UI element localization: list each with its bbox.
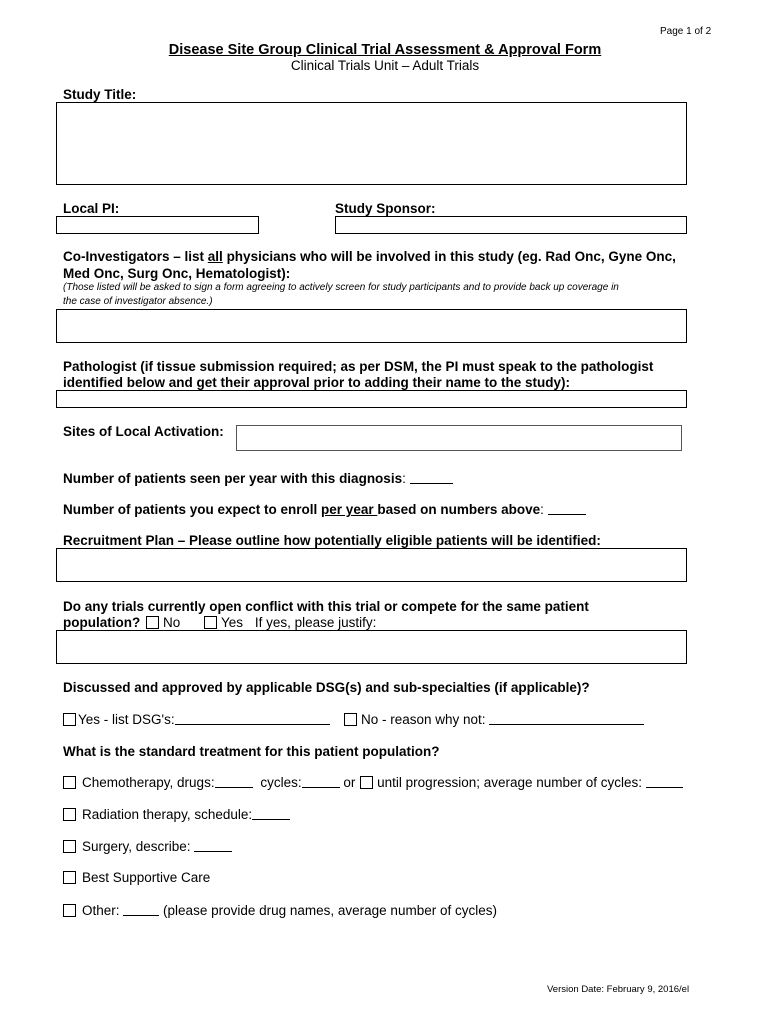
dsg-no-row: No - reason why not: xyxy=(344,712,644,727)
radiation-schedule-blank[interactable] xyxy=(252,807,290,820)
patients-seen-label: Number of patients seen per year with this diagnosis: xyxy=(63,471,453,486)
sites-field[interactable] xyxy=(236,425,682,451)
dsg-reason-blank[interactable] xyxy=(489,712,644,725)
other-blank[interactable] xyxy=(123,903,159,916)
pathologist-label-line2: identified below and get their approval prior to adding their name to the study): xyxy=(63,375,571,390)
pathologist-label: Pathologist (if tissue submission required; as per DSM, the PI must speak to the pathologist xyxy=(63,359,654,374)
coinvestigators-field[interactable] xyxy=(56,309,687,343)
patients-seen-blank[interactable] xyxy=(410,471,453,484)
dsg-list-blank[interactable] xyxy=(175,712,330,725)
coinvestigators-label-line2: Med Onc, Surg Onc, Hematologist): xyxy=(63,266,291,281)
radiation-row: Radiation therapy, schedule: xyxy=(63,807,290,822)
conflict-no-checkbox[interactable] xyxy=(146,616,159,629)
other-row: Other: (please provide drug names, average number of cycles) xyxy=(63,903,497,918)
sites-label: Sites of Local Activation: xyxy=(63,424,224,439)
radiation-checkbox[interactable] xyxy=(63,808,76,821)
surgery-checkbox[interactable] xyxy=(63,840,76,853)
bsc-checkbox[interactable] xyxy=(63,871,76,884)
dsg-yes-row: Yes - list DSG's: xyxy=(63,712,330,727)
form-subtitle: Clinical Trials Unit – Adult Trials xyxy=(290,58,480,73)
coinvestigators-note-line2: the case of investigator absence.) xyxy=(63,296,213,307)
dsg-no-checkbox[interactable] xyxy=(344,713,357,726)
recruitment-field[interactable] xyxy=(56,548,687,582)
patients-enroll-blank[interactable] xyxy=(548,502,586,515)
conflict-line2: population? No Yes If yes, please justify: xyxy=(63,615,377,630)
study-title-field[interactable] xyxy=(56,102,687,185)
version-date: Version Date: February 9, 2016/el xyxy=(547,984,690,995)
chemo-checkbox[interactable] xyxy=(63,776,76,789)
coinvestigators-label: Co-Investigators – list all physicians who will be involved in this study (eg. Rad Onc, Gyne Onc, xyxy=(63,249,676,264)
chemo-row: Chemotherapy, drugs: cycles: or until progression; average number of cycles: xyxy=(63,775,683,790)
coinvestigators-note: (Those listed will be asked to sign a form agreeing to actively screen for study participants and to provide back up coverage in xyxy=(63,282,619,293)
chemo-drugs-blank[interactable] xyxy=(215,775,253,788)
local-pi-field[interactable] xyxy=(56,216,259,234)
form-title: Disease Site Group Clinical Trial Assessment & Approval Form xyxy=(168,42,602,58)
chemo-cycles-blank[interactable] xyxy=(302,775,340,788)
local-pi-label: Local PI: xyxy=(63,201,120,216)
recruitment-label: Recruitment Plan – Please outline how potentially eligible patients will be identified: xyxy=(63,533,601,548)
page-number: Page 1 of 2 xyxy=(660,26,712,37)
conflict-yes-checkbox[interactable] xyxy=(204,616,217,629)
study-title-label: Study Title: xyxy=(63,87,137,102)
until-progression-checkbox[interactable] xyxy=(360,776,373,789)
study-sponsor-label: Study Sponsor: xyxy=(335,201,436,216)
surgery-row: Surgery, describe: xyxy=(63,839,232,854)
conflict-justify-field[interactable] xyxy=(56,630,687,664)
discussed-label: Discussed and approved by applicable DSG(s) and sub-specialties (if applicable)? xyxy=(63,680,590,695)
average-cycles-blank[interactable] xyxy=(646,775,683,788)
surgery-blank[interactable] xyxy=(194,839,232,852)
conflict-label: Do any trials currently open conflict with this trial or compete for the same patient xyxy=(63,599,589,614)
standard-treatment-label: What is the standard treatment for this patient population? xyxy=(63,744,440,759)
bsc-row: Best Supportive Care xyxy=(63,870,210,885)
dsg-yes-checkbox[interactable] xyxy=(63,713,76,726)
patients-enroll-label: Number of patients you expect to enroll per year based on numbers above: xyxy=(63,502,586,517)
study-sponsor-field[interactable] xyxy=(335,216,687,234)
pathologist-field[interactable] xyxy=(56,390,687,408)
other-checkbox[interactable] xyxy=(63,904,76,917)
